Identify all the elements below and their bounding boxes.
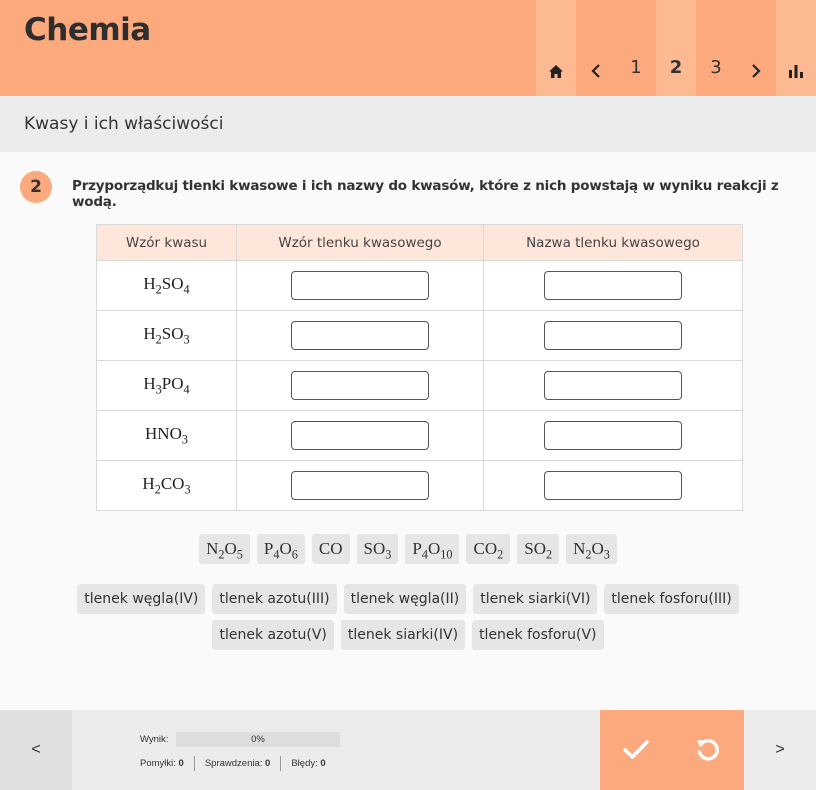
table-header-row <box>97 225 743 261</box>
formula-option-chip[interactable]: $N_2O_5$ <box>199 534 250 564</box>
name-option-chip[interactable]: tlenek siarki(IV) <box>341 620 465 650</box>
checks-value: 0 <box>265 758 271 769</box>
name-options-row-2 <box>0 620 816 650</box>
reset-button[interactable] <box>672 710 744 790</box>
check-answer-button[interactable] <box>600 710 672 790</box>
checks-stat <box>205 756 282 771</box>
task-number-badge: 2 <box>20 171 52 203</box>
name-option-chip[interactable]: tlenek węgla(II) <box>344 584 467 614</box>
column-header-oxide-name: Nazwa tlenku kwasowego <box>484 225 743 261</box>
chevron-right-icon <box>751 64 761 78</box>
formula-option-chip[interactable]: $SO_3$ <box>357 534 399 564</box>
app-title: Chemia <box>24 12 151 48</box>
oxide-formula-cell <box>237 261 484 311</box>
formula-options <box>0 534 816 564</box>
score-progress-bar <box>176 732 340 747</box>
check-icon <box>623 740 649 760</box>
oxide-formula-cell <box>237 311 484 361</box>
stats-icon <box>789 65 803 78</box>
stats-row <box>140 756 346 771</box>
footer-bar <box>0 710 816 790</box>
acid-formula: $HNO_3$ <box>145 423 188 447</box>
mistakes-value: 0 <box>178 758 184 769</box>
oxide-name-drop-zone[interactable] <box>544 471 682 500</box>
name-option-chip[interactable]: tlenek fosforu(V) <box>472 620 603 650</box>
score-value: 0% <box>251 734 265 745</box>
acid-formula: $H_3PO_4$ <box>143 373 190 397</box>
formula-option-chip[interactable]: $CO_2$ <box>466 534 510 564</box>
oxide-name-drop-zone[interactable] <box>544 271 682 300</box>
errors-label: Błędy: <box>291 758 318 769</box>
acid-formula-cell <box>97 461 237 511</box>
oxide-name-cell <box>484 361 743 411</box>
next-page-button[interactable] <box>736 0 776 96</box>
checks-label: Sprawdzenia: <box>204 758 263 769</box>
next-task-button[interactable]: > <box>775 741 785 758</box>
table-row <box>97 411 743 461</box>
name-option-chip[interactable]: tlenek węgla(IV) <box>77 584 205 614</box>
table-row <box>97 361 743 411</box>
oxide-name-drop-zone[interactable] <box>544 421 682 450</box>
oxide-formula-drop-zone[interactable] <box>291 271 429 300</box>
errors-stat <box>291 756 335 771</box>
formula-option-chip[interactable]: $SO_2$ <box>517 534 559 564</box>
acid-formula: $H_2SO_4$ <box>143 273 190 297</box>
oxide-formula-drop-zone[interactable] <box>291 321 429 350</box>
previous-task-button[interactable]: < <box>0 710 72 790</box>
acid-formula-cell <box>97 311 237 361</box>
name-option-chip[interactable]: tlenek azotu(V) <box>212 620 333 650</box>
oxide-name-cell <box>484 261 743 311</box>
name-option-chip[interactable]: tlenek siarki(VI) <box>473 584 597 614</box>
matching-table <box>96 224 743 511</box>
page-navigation <box>536 0 816 96</box>
oxide-formula-cell <box>237 361 484 411</box>
formula-option-chip[interactable]: $N_2O_3$ <box>566 534 617 564</box>
table-row <box>97 461 743 511</box>
section-title: Kwasy i ich właściwości <box>24 114 224 134</box>
errors-value: 0 <box>320 758 326 769</box>
section-bar <box>0 96 816 152</box>
oxide-formula-drop-zone[interactable] <box>291 421 429 450</box>
acid-formula-cell <box>97 261 237 311</box>
app-header <box>0 0 816 96</box>
page-link-1[interactable]: 1 <box>630 57 642 78</box>
column-header-oxide-formula: Wzór tlenku kwasowego <box>237 225 484 261</box>
oxide-name-drop-zone[interactable] <box>544 371 682 400</box>
column-header-acid-formula: Wzór kwasu <box>97 225 237 261</box>
mistakes-label: Pomyłki: <box>140 758 176 769</box>
name-option-chip[interactable]: tlenek fosforu(III) <box>604 584 738 614</box>
oxide-formula-cell <box>237 461 484 511</box>
page-link-2[interactable]: 2 <box>656 0 696 96</box>
home-button[interactable] <box>536 0 576 96</box>
stats-button[interactable] <box>776 0 816 96</box>
oxide-name-drop-zone[interactable] <box>544 321 682 350</box>
reset-icon <box>695 737 721 763</box>
acid-formula-cell <box>97 361 237 411</box>
oxide-formula-drop-zone[interactable] <box>291 371 429 400</box>
table-row <box>97 261 743 311</box>
table-row <box>97 311 743 361</box>
mistakes-stat <box>140 756 195 771</box>
oxide-name-cell <box>484 411 743 461</box>
formula-option-chip[interactable]: $P_4O_{10}$ <box>405 534 459 564</box>
oxide-name-cell <box>484 311 743 361</box>
formula-option-chip[interactable]: $P_4O_6$ <box>257 534 305 564</box>
name-options-row-1 <box>0 584 816 614</box>
acid-formula-cell <box>97 411 237 461</box>
oxide-formula-drop-zone[interactable] <box>291 471 429 500</box>
prev-page-button[interactable] <box>576 0 616 96</box>
name-option-chip[interactable]: tlenek azotu(III) <box>212 584 336 614</box>
score-label: Wynik: <box>140 734 169 745</box>
home-icon <box>549 65 563 78</box>
task-instruction: Przyporządkuj tlenki kwasowe i ich nazwy do kwasów, które z nich powstają w wyniku reakcji z wodą. <box>72 178 779 210</box>
formula-option-chip[interactable]: CO <box>312 534 350 564</box>
oxide-formula-cell <box>237 411 484 461</box>
chevron-left-icon <box>591 64 601 78</box>
page-link-3[interactable]: 3 <box>710 57 722 78</box>
acid-formula: $H_2CO_3$ <box>142 473 191 497</box>
acid-formula: $H_2SO_3$ <box>143 323 190 347</box>
oxide-name-cell <box>484 461 743 511</box>
